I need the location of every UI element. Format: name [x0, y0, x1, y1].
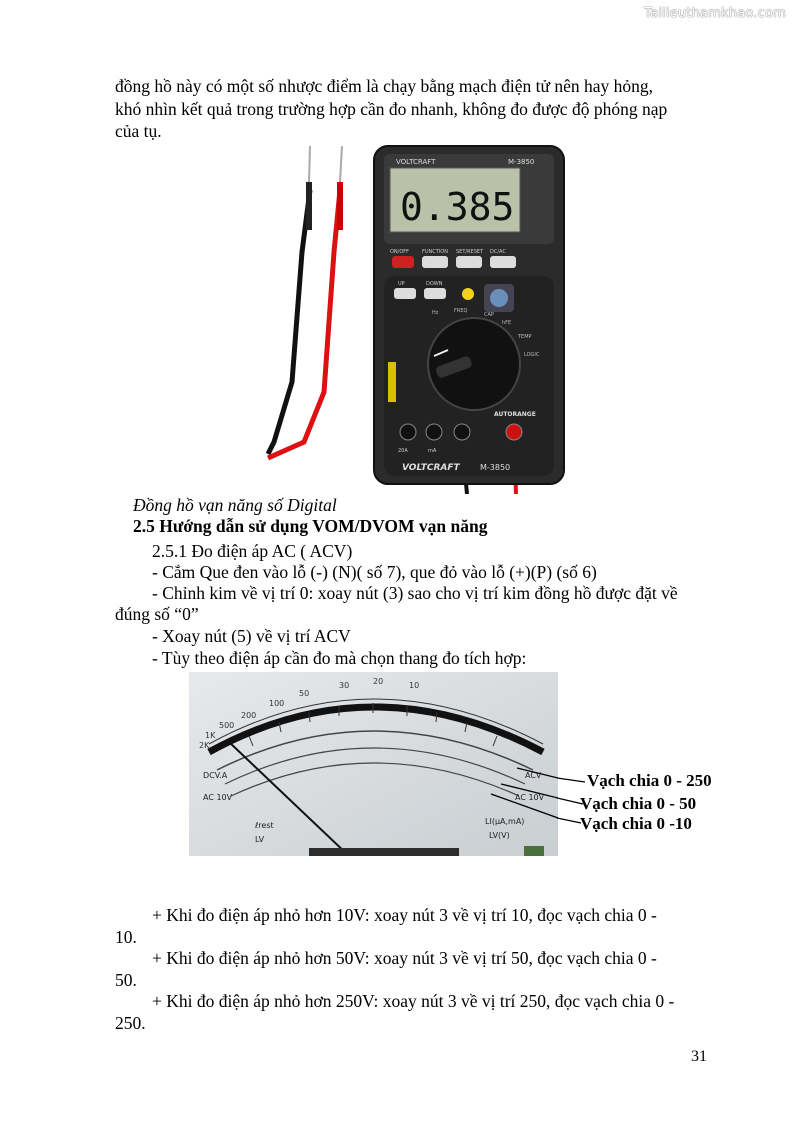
yellow-indicator: [462, 288, 474, 300]
set-reset-button: [456, 256, 482, 268]
bullet-2-line-1: + Khi đo điện áp nhỏ hơn 50V: xoay nút 3 về vị trí 50, đọc vạch chia 0 -: [152, 948, 657, 968]
scale-num-100: 100: [269, 699, 285, 708]
intro-line-1: đồng hồ này có một số nhược điểm là chạy bằng mạch điện tử nên hay hỏng,: [115, 76, 654, 96]
bullet-1-line-2: 10.: [115, 927, 137, 947]
meter-brand-bottom: VOLTCRAFT: [402, 463, 460, 473]
bullet-1-line-1: + Khi đo điện áp nhỏ hơn 10V: xoay nút 3 về vị trí 10, đọc vạch chia 0 -: [152, 905, 657, 925]
up-label: UP: [398, 281, 405, 287]
scale-num-30: 30: [339, 681, 350, 690]
section-heading: 2.5 Hướng dẫn sử dụng VOM/DVOM vạn năng: [133, 516, 488, 536]
label-lv-left: LV: [255, 835, 265, 844]
step-line-4: đúng số “0”: [115, 604, 199, 624]
label-li: LI(μA,mA): [485, 817, 525, 826]
onoff-label: ON/OFF: [390, 249, 410, 255]
dial-label-cap: CAP: [484, 312, 494, 318]
label-ac10v-left: AC 10V: [203, 793, 233, 802]
dc-ac-label: DC/AC: [490, 249, 506, 255]
scale-num-2k: 2K: [199, 741, 210, 750]
step-line-1: 2.5.1 Đo điện áp AC ( ACV): [152, 541, 353, 561]
bullet-3-line-2: 250.: [115, 1013, 146, 1033]
scale-num-10: 10: [409, 681, 420, 690]
function-button: [422, 256, 448, 268]
bullet-2-line-2: 50.: [115, 970, 137, 990]
intro-line-3: của tụ.: [115, 121, 162, 141]
label-acv: ACV: [525, 771, 542, 780]
scale-num-200: 200: [241, 711, 257, 720]
label-dcva: DCV.A: [203, 771, 228, 780]
down-button: [424, 288, 446, 299]
meter-model-bottom: M-3850: [480, 463, 511, 472]
label-ac10v-right: AC 10V: [515, 793, 545, 802]
jack-label-20a: 20A: [398, 448, 408, 454]
dc-ac-button: [490, 256, 516, 268]
digital-multimeter-photo: [262, 142, 568, 494]
autorange-label: AUTORANGE: [494, 411, 536, 418]
scale-num-50: 50: [299, 689, 310, 698]
step-line-2: - Cắm Que đen vào lỗ (-) (N)( số 7), que đỏ vào lỗ (+)(P) (số 6): [152, 562, 597, 582]
dial-label-freq: FREQ: [454, 308, 468, 314]
down-label: DOWN: [426, 281, 443, 287]
onoff-button: [392, 256, 414, 268]
analog-scale-photo: [189, 672, 558, 856]
step-line-6: - Tùy theo điện áp cần đo mà chọn thang đo tích hợp:: [152, 648, 527, 668]
set-reset-label: SET/RESET: [456, 249, 484, 255]
meter-brand-top: VOLTCRAFT: [396, 158, 436, 166]
dial-label-hfe: hFE: [502, 320, 512, 326]
jack-label-ma: mA: [428, 448, 437, 454]
callout-50: Vạch chia 0 - 50: [580, 794, 697, 813]
dial-label-logic: LOGIC: [524, 352, 540, 358]
up-button: [394, 288, 416, 299]
callout-10: Vạch chia 0 -10: [580, 814, 692, 833]
page-number: 31: [691, 1048, 707, 1065]
step-line-3: - Chỉnh kim về vị trí 0: xoay nút (3) sao cho vị trí kim đồng hồ được đặt về: [152, 583, 678, 603]
label-lrest: ℓrest: [255, 821, 274, 830]
function-label: FUNCTION: [422, 249, 448, 255]
range-strip: [388, 362, 396, 402]
intro-line-2: khó nhìn kết quả trong trường hợp cần đo nhanh, không đo được độ phóng nạp: [115, 99, 668, 119]
scale-num-500: 500: [219, 721, 235, 730]
watermark: Tailieuthamkhao.com: [644, 6, 786, 21]
scale-num-20: 20: [373, 677, 384, 686]
figure-caption: Đồng hồ vạn năng số Digital: [133, 495, 337, 515]
lcd-reading: 0.385: [400, 185, 515, 229]
dial-label-hz: Hz: [432, 310, 439, 316]
scale-num-1k: 1K: [205, 731, 216, 740]
temperature-socket: [490, 289, 508, 307]
bullet-3-line-1: + Khi đo điện áp nhỏ hơn 250V: xoay nút 3 về vị trí 250, đọc vạch chia 0 -: [152, 991, 675, 1011]
label-lvv: LV(V): [489, 831, 510, 840]
callout-250: Vạch chia 0 - 250: [587, 771, 712, 790]
meter-model-top: M-3850: [508, 158, 535, 166]
step-line-5: - Xoay nút (5) về vị trí ACV: [152, 626, 351, 646]
dial-label-temp: TEMP: [518, 334, 532, 340]
rotary-dial: [428, 318, 520, 410]
